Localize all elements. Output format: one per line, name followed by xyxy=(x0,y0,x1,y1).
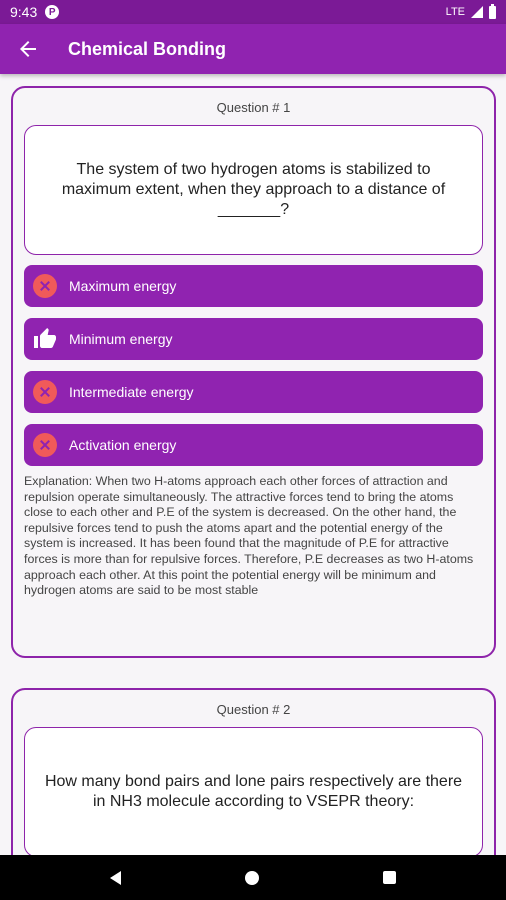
app-bar xyxy=(0,24,506,74)
nav-back-icon[interactable] xyxy=(110,871,121,885)
app-notification-icon: P xyxy=(45,5,59,19)
thumbs-up-icon xyxy=(33,327,57,351)
question-number: Question # 2 xyxy=(216,702,291,717)
network-type: LTE xyxy=(445,6,465,18)
question-text: How many bond pairs and lone pairs respectively are there in NH3 molecule according to VSEPR theory: xyxy=(44,773,463,810)
wrong-x-icon xyxy=(33,433,57,457)
option-label: Intermediate energy xyxy=(69,384,194,400)
back-button[interactable] xyxy=(14,35,42,63)
status-left xyxy=(10,4,59,20)
option-label: Maximum energy xyxy=(69,278,177,294)
option-activation-energy[interactable] xyxy=(24,424,483,466)
status-right xyxy=(446,6,496,19)
question-number: Question # 1 xyxy=(216,100,291,115)
wrong-x-icon xyxy=(33,274,57,298)
option-label: Minimum energy xyxy=(69,331,173,347)
signal-icon xyxy=(471,6,483,18)
nav-home-icon[interactable] xyxy=(245,871,259,885)
page-title: Chemical Bonding xyxy=(68,38,227,59)
question-text-box xyxy=(24,727,483,855)
question-card xyxy=(11,86,496,658)
option-label: Activation energy xyxy=(69,437,177,453)
question-text: The system of two hydrogen atoms is stabilized to maximum extent, when they approach to a distance of _______? xyxy=(61,161,446,218)
nav-recents-icon[interactable] xyxy=(383,871,396,884)
option-maximum-energy[interactable] xyxy=(24,265,483,307)
system-nav-bar xyxy=(0,855,506,900)
status-bar xyxy=(0,0,506,24)
option-minimum-energy[interactable] xyxy=(24,318,483,360)
explanation-text: Explanation: When two H-atoms approach each other forces of attraction and repulsion operate simultaneously. The attractive forces tend to bring the atoms close to each other and P.E of the system is decreased. On the other hand, the repulsive forces tend to push the atoms apart and the potential energy of the system is increased. It has been found that the magnitude of P.E for attractive forces is more than for repulsive forces. Therefore, P.E decreases as two H-atoms approach each other. At this point the potential energy will be minimum and hydrogen atoms are said to be most stable xyxy=(24,474,474,598)
battery-icon xyxy=(489,6,496,19)
option-intermediate-energy[interactable] xyxy=(24,371,483,413)
question-card xyxy=(11,688,496,855)
status-time: 9:43 xyxy=(10,4,38,20)
arrow-left-icon xyxy=(18,39,38,59)
question-text-box xyxy=(24,125,483,255)
question-list[interactable] xyxy=(0,74,506,855)
wrong-x-icon xyxy=(33,380,57,404)
